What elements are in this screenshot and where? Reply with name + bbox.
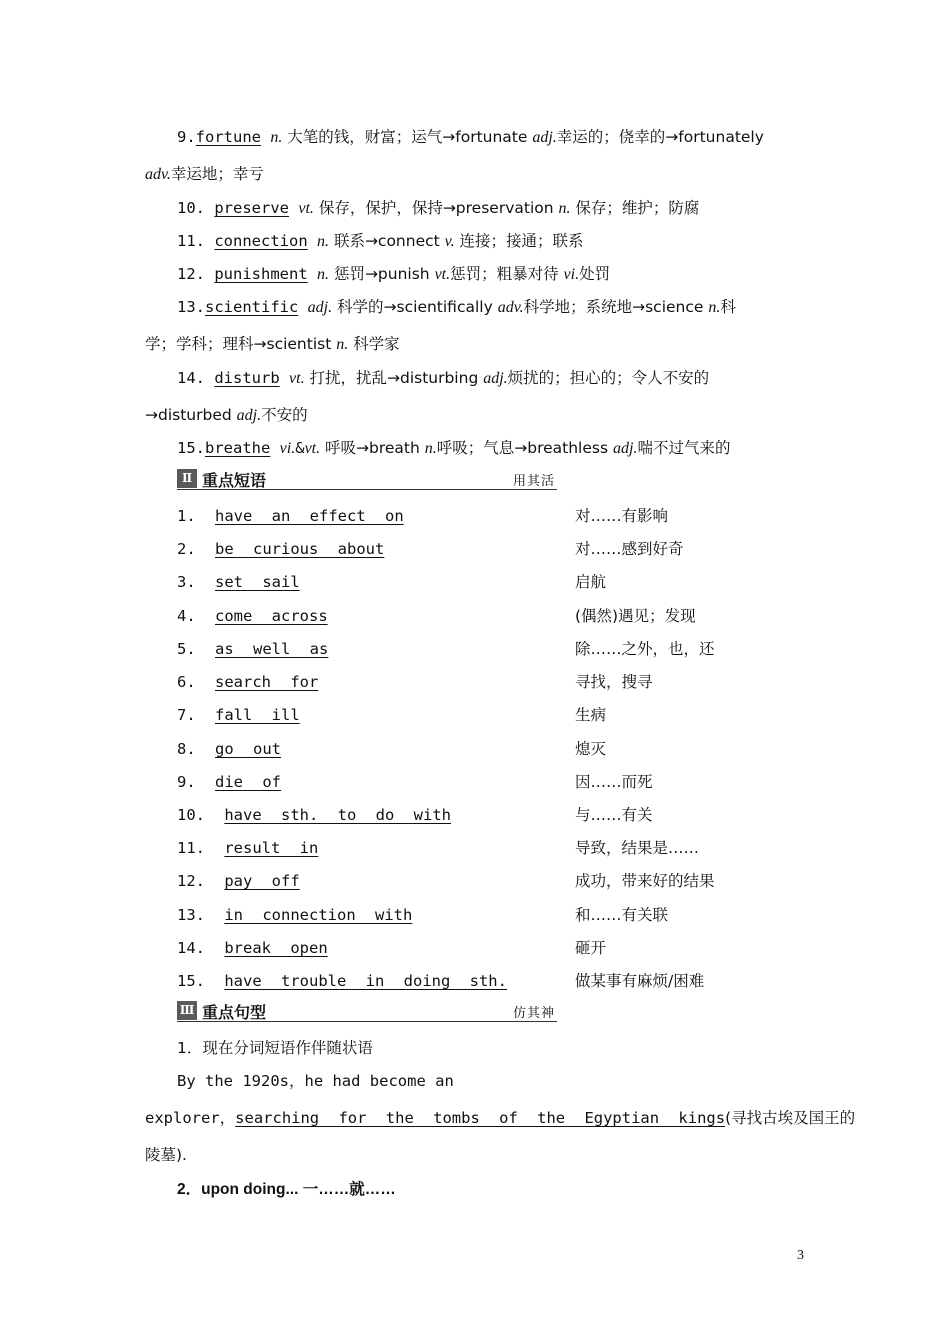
vocab-item-15: 15.breathe vi.&vt. 呼吸→breath n.呼吸；气息→breathless adj.喘不过气来的 [177,439,731,457]
phrase-item: 4. come across [177,607,328,625]
phrase-meaning: 和……有关联 [575,906,669,924]
phrase-item: 10. have sth. to do with [177,806,451,824]
vocab-item-13: 13.scientific adj. 科学的→scientifically adv.科学地；系统地→science n.科 [177,298,736,316]
vocab-item-9-continued: adv.幸运地；幸亏 [145,165,264,183]
phrase-meaning: 除……之外，也，还 [575,640,715,658]
section-badge: Ⅲ [177,1001,197,1020]
vocab-item-11: 11. connection n. 联系→connect v. 连接；接通；联系 [177,232,584,250]
phrase-meaning: 熄灭 [575,740,607,758]
pattern-1-example-line3: 陵墓). [145,1146,187,1164]
phrase-meaning: 因……而死 [575,773,653,791]
page-number: 3 [797,1248,804,1263]
section-title: 重点短语 [202,471,267,490]
phrase-meaning: 对……有影响 [575,507,669,525]
phrase-meaning: 做某事有麻烦/困难 [575,972,705,990]
vocab-item-12: 12. punishment n. 惩罚→punish vt.惩罚；粗暴对待 vi.处罚 [177,265,611,283]
phrase-item: 2. be curious about [177,540,385,558]
phrase-meaning: 启航 [575,573,607,591]
section-tag: 用其活 [512,474,555,489]
pattern-1-example-line1: By the 1920s，he had become an [177,1072,454,1090]
phrase-item: 8. go out [177,740,282,758]
vocab-item-14: 14. disturb vt. 打扰，扰乱→disturbing adj.烦扰的；担心的；令人不安的 [177,369,710,387]
vocab-item-13-continued: 学；学科；理科→scientist n. 科学家 [145,335,400,353]
phrase-meaning: 寻找，搜寻 [575,673,653,691]
phrase-meaning: 砸开 [575,939,607,957]
phrase-meaning: 生病 [575,706,607,724]
vocab-item-14-continued: →disturbed adj.不安的 [145,406,308,424]
phrase-item: 7. fall ill [177,706,300,724]
phrase-meaning: (偶然)遇见；发现 [575,607,696,625]
vocab-item-10: 10. preserve vt. 保存，保护，保持→preservation n. 保存；维护；防腐 [177,199,700,217]
pattern-1-title: 1．现在分词短语作伴随状语 [177,1039,373,1057]
phrase-item: 9. die of [177,773,282,791]
phrase-meaning: 与……有关 [575,806,653,824]
section-title: 重点句型 [202,1003,267,1022]
phrase-item: 12. pay off [177,872,300,890]
section-tag: 仿其神 [512,1006,555,1021]
phrase-item: 6. search for [177,673,319,691]
section-badge: Ⅱ [177,469,197,488]
phrase-item: 5. as well as [177,640,329,658]
phrase-meaning: 导致，结果是…… [575,839,700,857]
vocab-item-9: 9.fortune n. 大笔的钱，财富；运气→fortunate adj.幸运的；侥幸的→fortunately [177,128,764,146]
phrase-item: 3. set sail [177,573,300,591]
section-header-key-sentences [177,1001,557,1022]
phrase-item: 14. break open [177,939,328,957]
phrase-item: 13. in connection with [177,906,413,924]
phrase-item: 15. have trouble in doing sth. [177,972,507,990]
pattern-1-example-line2: explorer，searching for the tombs of the Egyptian kings(寻找古埃及国王的 [145,1109,856,1127]
phrase-meaning: 对……感到好奇 [575,540,684,558]
phrase-meaning: 成功，带来好的结果 [575,872,715,890]
phrase-item: 1. have an effect on [177,507,404,525]
phrase-item: 11. result in [177,839,319,857]
pattern-2-title: 2．upon doing... 一……就…… [177,1181,396,1198]
section-header-key-phrases [177,469,557,490]
